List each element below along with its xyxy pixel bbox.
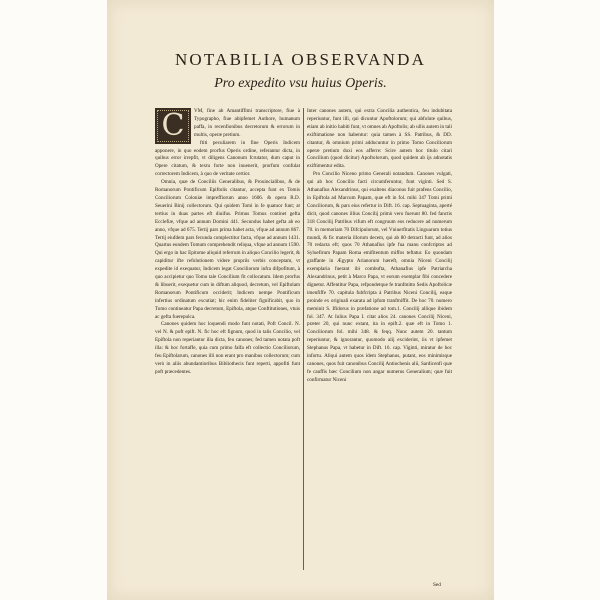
paragraph-1 [155, 108, 300, 143]
paragraph-4: Canones quidem hoc loquendi modo funt notati, Poft Concil. N. vel N. & poft epift. N. fic hoc eft fignum, quod in talis Concilio, vel Epiftola non reperiantur illa dicta, feu canones; fed tamen notata poft illa: & hoc fortaffe, quia cum primo falfa eft collectio Conciliorum, feu Epiftolarum, canones illi non erant pro manibus collectorum; cum verò in aliis abundantioribus Bibliothecis funt reperti, appofiti funt poft præcedentes. [155, 321, 300, 375]
page-subtitle: Pro expedito vsu huius Operis. [214, 76, 387, 91]
paragraph-1-text: VM, fine ab Amantiffimi transcriptore, fiue à Typographo, fiue abipfemet Authore, humanum paffa, in recenfionibus decretorum & errorum in multis, operæ pretium. [194, 108, 300, 138]
ornate-initial: C [155, 108, 191, 144]
paragraph-5: Inter canones autem, qui extra Concilia authentica, feu indubitata reperiuntur, funt illi, qui dicuntur Apoftolorum; qui abfolute quibus, etiam ab initio habiti funt, vt omnes ab Apoftolis; ab ullis autem in tali exiftimatione non habentur: quia tamen à SS. Patribus, & DD. citantur, & omnium primi adducuntur in primo Tomo Conciliorum operæ pretium duxi eos afferre: Scire autem hoc titulo citari Concilium (quod dicitur) Apoftolorum, quod quidem ab ijs adnotatis exiftimentur edita. [307, 108, 452, 170]
page-title: NOTABILIA OBSERVANDA [174, 50, 427, 69]
paragraph-3: Omnia, quæ de Conciliis Generalibus, & Prouincialibus, & de Romanorum Pontificum Epiftolis citantur, accepta funt ex Tomis Conciliorum Coloniæ impreffiorum anno 1606. & opera R.D. Seuerini Binij collectorum. Qui quidem Tomi in fe quatuor funt; at tertius in duas partes eft diuifus. Primus Tomus continet gefta Ecclefiæ, vfque ad annum Domini 441. Secundus habet gefta ab eo anno, vfque ad 675. Tertij pars prima habet acta, vfque ad annum 867. Tertij eiufdem pars fecunda complectitur facta, vfque ad annum 1431. Quartus eundem Tomum comprehendit reliqua, vfque ad annum 1590. Qui ergo in hac Epitome aliquid referrum in aliquo Concilio legerit, & capiditur ifte refolutionem videre propriis verbis conceptam, vt expedite id exequatur, Indicem legat Conciliorum infra difpofitum, à quo accipietur quo Tomo tale Concilium fit collocatum. Idem prorfus & libuerit, exequetur cum in diftum aliquod, decretum, vel Epiftolam Romanorum Pontificum occiderit; Indicem nempe Pontificum infertius ordinatum excutiat; hic enim fideliter fignificabit, quo in Tomo contineatur Papa decretum, Epiftola, atque Conftitutiones, vtuis ac gefta fuerepulca. [155, 179, 300, 320]
paragraph-2: ftiti peculiarem in fine Operis Indicem apponere, in quo eodem prorfus Operis ordine, referantur dicta, in quibus error irrepfit, vt diligens Canonum fcrutator, dum caput in Opere citatum, & textu forte non inuenerit, prorfum confulat correctorem Indicem, à quo de veritate certior. [155, 139, 300, 178]
book-page [107, 0, 494, 600]
catchword: Sed [433, 582, 441, 588]
left-column [155, 108, 300, 377]
paragraph-6: Pro Concilio Niceno primo Generali notandum. Canones vulgati, qui ab hoc Concilio facti circumferuntur, funt viginti. Sed S. Athanafius Alexandrinus, qui exaltens diaconus fuit prafens Concilio, in Epiftola ad Marcum Papam, quæ eft in fol. mihi 347 Tomi primi Conciliorum, & pars eius refertur in Dift. 16. cap. Septuaginta, aperté dicit, quod canones illius Concilij primò vero fuerunt 80. fed fanctis 318 Concilij Patribus vifum eft congruum eos reducere ad numerum 70. in memoriam 70 Difcipulorum, vel Vniuerfitatis Linguarum totius mundi, & fic materia illorum decem, qui ab 80 detracti funt, ad alios 70 redacta eft; quos 70 Athanafius ipfe fua manu confcriptos ad Syluefirum Papam Roma emifitentum miffos teftatur. Eo quondam graffante in Ægypto Arianorum hæreft, omnia Niceni Concilij exemplaria fuerant ibi combufta, Athanafius ipfe Patriarcha Alexandrinus, petit à Marco Papa, vt eorum exemplar fibi concedere dignetur. Affentitur Papa, refpondetque fe tranfmitto Sedis Apoftolicæ imenfiffe 70. capitula fubfcripta à Patribus Niceni Concilij, eaque proinde ex originali exarata ad ipfum tranfmiffit. De hoc 70. numero meminit S. Ifidorus in præfatione ad tom.1. Concilij allique ibidem fol. 347. At Iulius Papa I. citat alios 24. canones Concilij Niceni, præter 20, qui nunc extant, ita in epift.2. quæ eft in Tomo 1. Conciliorum fol. mihi 348. & feqq. Nunc autem 20. tantum reperiuntur, & ignorantur, quomodo alij exciderint, iis vt ipfemet Stephanus Papa, vt habetur in Dift. 16. cap. Viginti, miratur de hoc infortu. Aliqui autem quos idem Stephanus, putant, eos minimisque canones, quos fuit canonibus Concilij Antiochenis alii, Sardicenfi quæ fe cauffis bæc Concilium non angar numerus Generalium; quæ fuit confirmatur Niceni [307, 171, 452, 383]
column-divider [303, 108, 304, 570]
right-column [307, 108, 452, 385]
